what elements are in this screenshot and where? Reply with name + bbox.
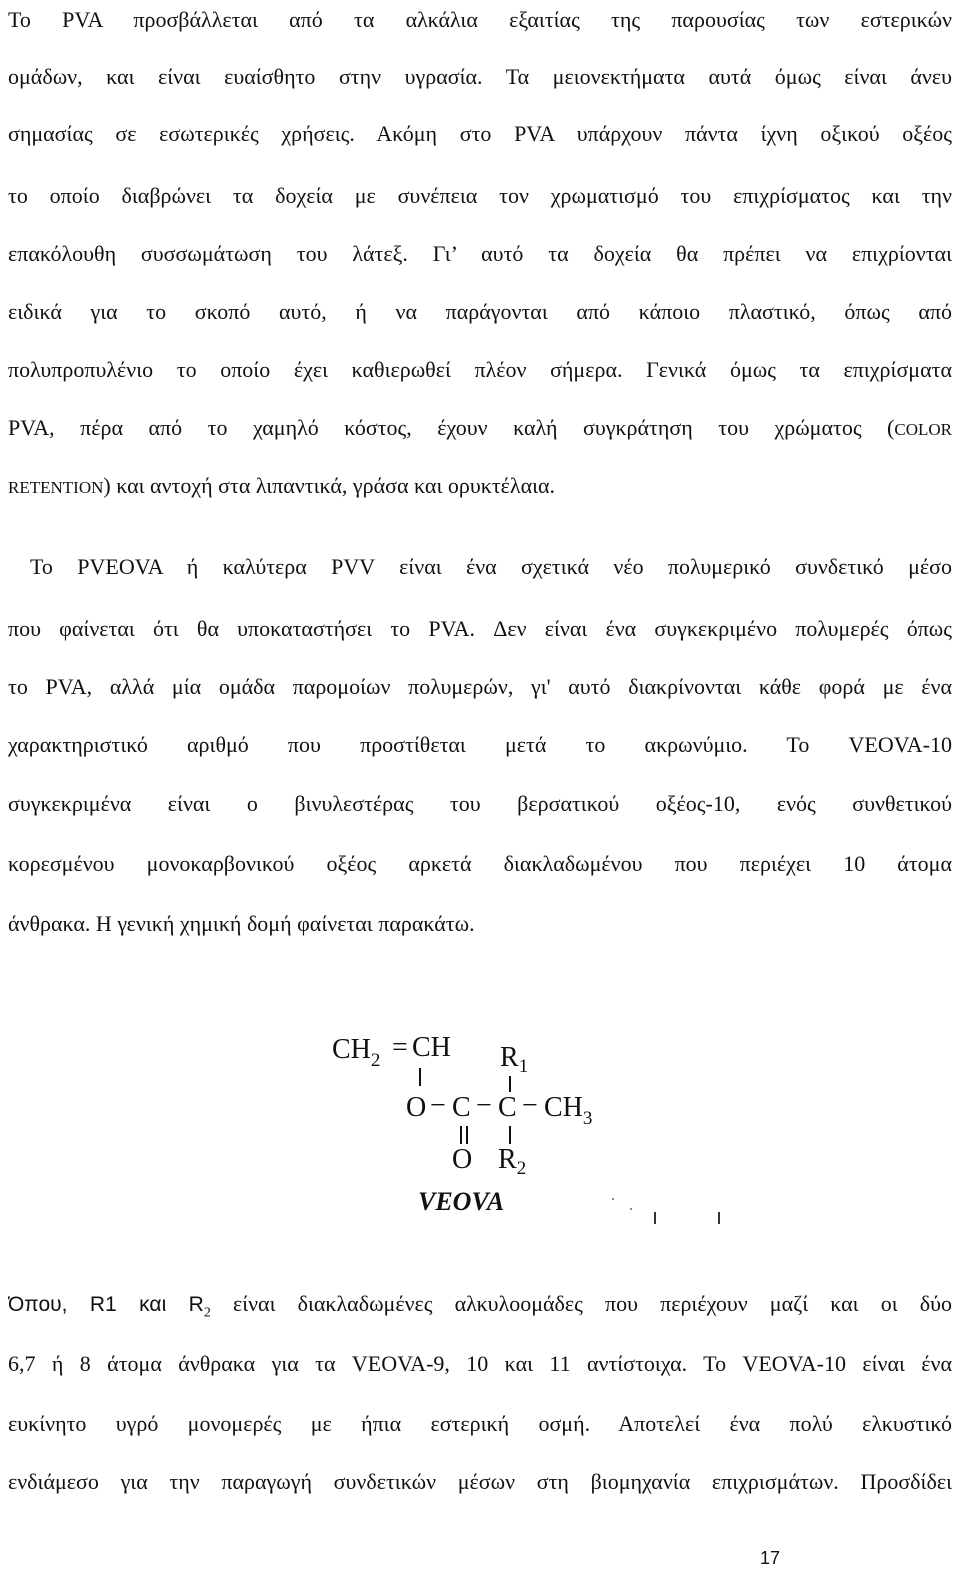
double-bond-symbol: = [392,1032,408,1063]
carbon-label-1: C [452,1092,471,1123]
paragraph-2-line-4: χαρακτηριστικό αριθμό που προστίθεται μετά το ακρωνύμιο. Το VEOVA-10 [8,732,952,757]
bond-dash-1: − [430,1090,446,1121]
paragraph-1-line-9 [8,472,952,502]
page-number: 17 [759,1548,780,1568]
line-1-start-text: Όπου, R1 και R [8,1293,204,1316]
paragraph-3-line-3: ευκίνητο υγρό μονομερές με ήπια εστερική οσμή. Αποτελεί ένα πολύ ελκυστικό [8,1411,952,1436]
paragraph-1-line-1: Το PVA προσβάλλεται από τα αλκάλια εξαιτίας της παρουσίας των εστερικών [8,7,952,32]
carbonyl-oxygen-label: O [452,1144,473,1175]
paragraph-2-line-2: που φαίνεται ότι θα υποκαταστήσει το PVA. Δεν είναι ένα συγκεκριμένο πολυμερές όπως [8,616,952,641]
r2-label: $R_2$ [498,1144,527,1179]
paragraph-3-line-4: ενδιάμεσο για την παραγωγή συνδετικών μέσων στη βιομηχανία επιχρισμάτων. Προσδίδει [8,1469,952,1494]
paragraph-2-line-1: Το PVEOVA ή καλύτερα PVV είναι ένα σχετικά νέο πολυμερικό συνδετικό μέσο [30,554,952,579]
scan-dot [612,1198,614,1200]
paragraph-1-line-5: επακόλουθη συσσωμάτωση του λάτεξ. Γι’ αυτό τα δοχεία θα πρέπει να επιχρίονται [8,241,952,266]
ch3-label: $CH_3$ [544,1092,593,1129]
paragraph-2-line-6: κορεσμένου μονοκαρβονικού οξέος αρκετά διακλαδωμένου που περιέχει 10 άτομα [8,851,952,876]
r2-subscript: 2 [203,1305,211,1321]
veova-caption: VEOVA [418,1187,505,1216]
paragraph-2-line-3: το PVA, αλλά μία ομάδα παρομοίων πολυμερών, γι' αυτό διακρίνονται κάθε φορά με ένα [8,674,952,699]
retention-term: RETENTION [8,478,104,497]
paragraph-1-line-7: πολυπροπυλένιο το οποίο έχει καθιερωθεί πλέον σήμερα. Γενικά όμως τα επιχρίσματα [8,357,952,382]
paragraph-2-line-5: συγκεκριμένα είναι ο βινυλεστέρας του βερσατικού οξέος-10, ενός συνθετικού [8,791,952,816]
paragraph-2-line-7: άνθρακα. Η γενική χημική δομή φαίνεται παρακάτω. [8,911,475,936]
paragraph-3-line-2: 6,7 ή 8 άτομα άνθρακα για τα VEOVA-9, 10 και 11 αντίστοιχα. Το VEOVA-10 είναι ένα [8,1351,952,1376]
ch2-label: $CH_2$ [332,1034,381,1071]
line-1-rest-text: είναι διακλαδωμένες αλκυλοομάδες που περιέχουν μαζί και οι δύο [210,1291,952,1316]
color-term: COLOR [894,420,952,439]
scan-mark [718,1212,720,1224]
veova-chemical-structure [300,1020,660,1220]
paragraph-3-line-1 [8,1290,952,1327]
paragraph-1-line-3: σημασίας σε εσωτερικές χρήσεις. Ακόμη στο PVA υπάρχουν πάντα ίχνη οξικού οξέος [8,121,952,146]
structure-drawing [300,1020,660,1220]
oxygen-label: O [406,1092,427,1123]
bond-dash-3: − [522,1090,538,1121]
r1-label: $R_1$ [500,1042,529,1077]
paragraph-1-line-8 [8,414,952,444]
paragraph-1-line-6: ειδικά για το σκοπό αυτό, ή να παράγονται από κάποιο πλαστικό, όπως από [8,299,952,324]
paragraph-1-line-4: το οποίο διαβρώνει τα δοχεία με συνέπεια τον χρωματισμό του επιχρίσματος και την [8,183,952,208]
line-8-main-text: PVA, πέρα από το χαμηλό κόστος, έχουν καλή συγκράτηση του χρώματος ( [8,415,895,440]
bond-dash-2: − [476,1090,492,1121]
carbon-label-2: C [498,1092,517,1123]
scan-mark [654,1212,656,1224]
paragraph-1-line-2: ομάδων, και είναι ευαίσθητο στην υγρασία. Τα μειονεκτήματα αυτά όμως είναι άνευ [8,64,952,89]
scan-dot [630,1208,632,1210]
line-9-rest-text: ) και αντοχή στα λιπαντικά, γράσα και ορυκτέλαια. [103,473,556,498]
ch-label: CH [412,1032,451,1063]
